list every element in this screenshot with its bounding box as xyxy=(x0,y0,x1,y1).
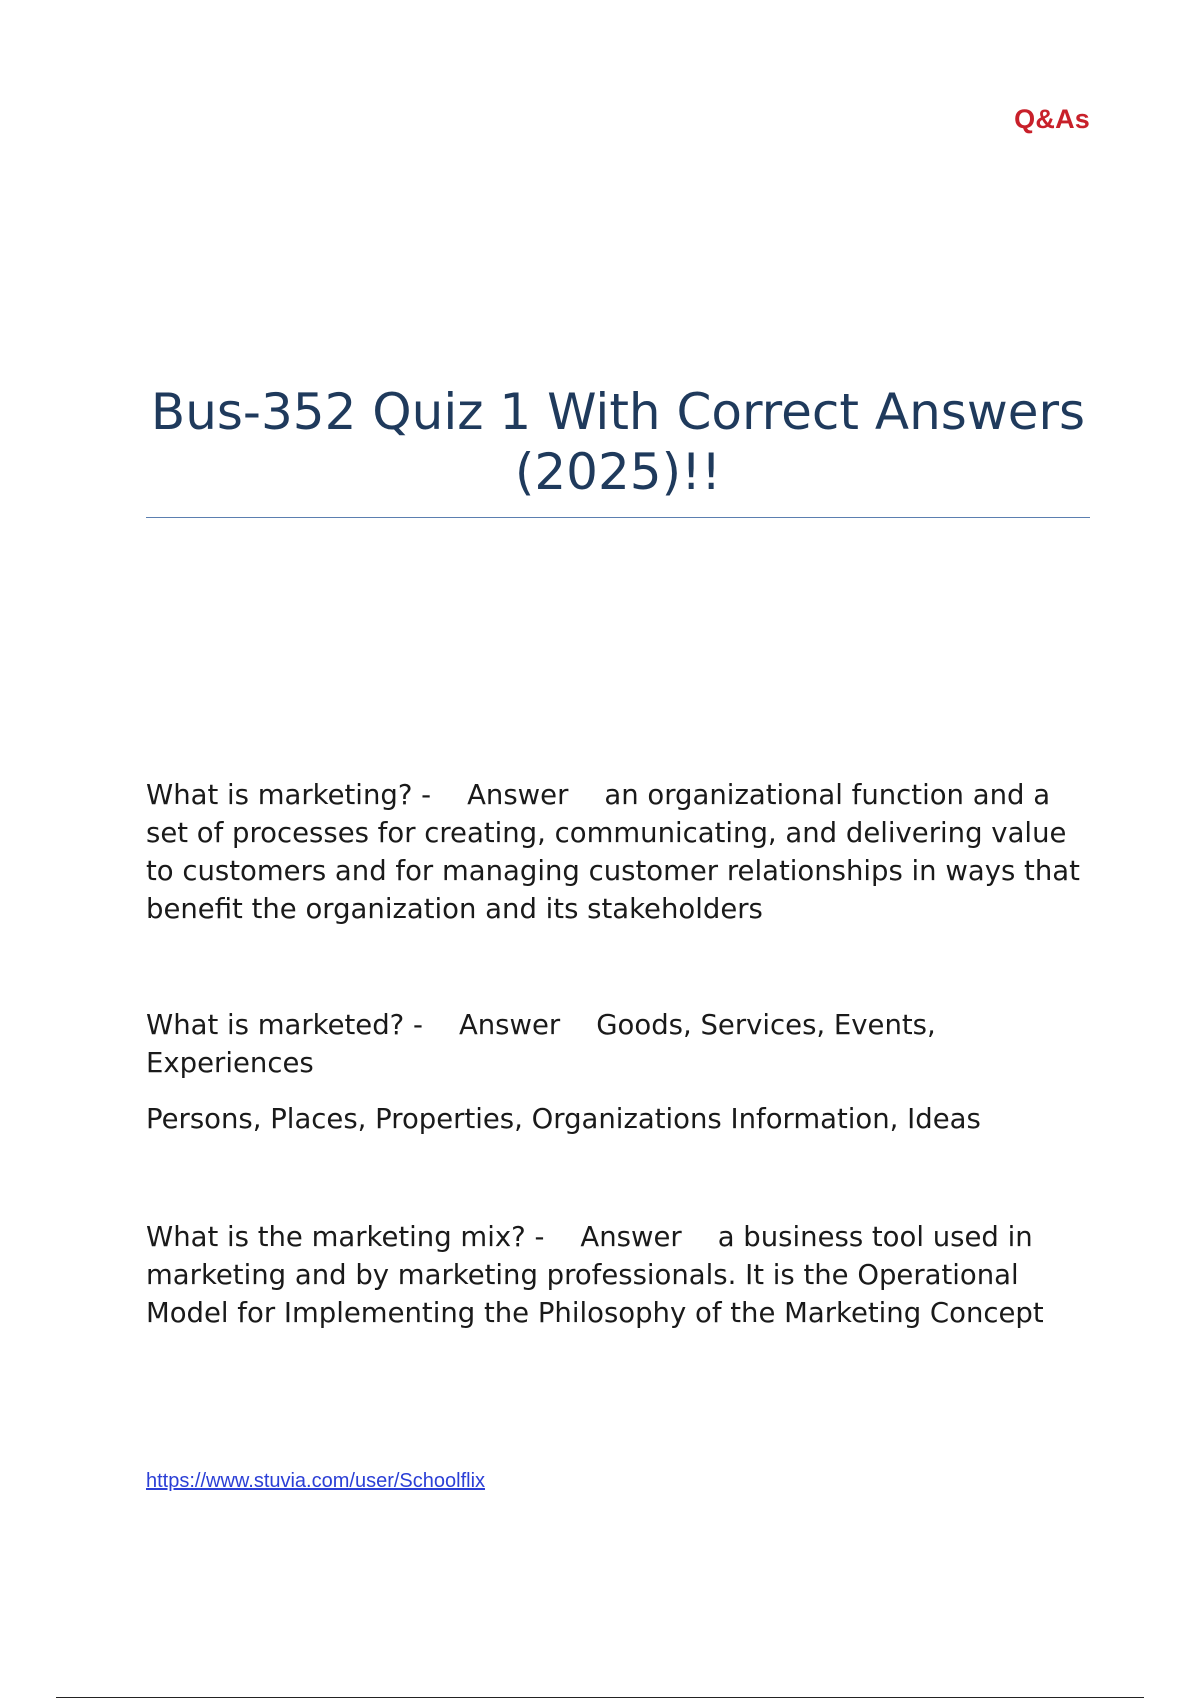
title-block xyxy=(146,382,1090,502)
title-divider xyxy=(146,517,1090,518)
question-text: What is marketing? - xyxy=(146,779,432,811)
source-link[interactable]: https://www.stuvia.com/user/Schoolflix xyxy=(146,1470,486,1492)
answer-text: a business tool used in marketing and by marketing professionals. It is the Operational Model for Implementing the Philosophy of the Marketing Concept xyxy=(146,1221,1044,1329)
question-text: What is marketed? - xyxy=(146,1009,423,1041)
answer-continued-text: Persons, Places, Properties, Organizations Information, Ideas xyxy=(146,1103,981,1135)
footer-divider xyxy=(56,1697,1144,1698)
header-tag: Q&As xyxy=(1014,104,1090,134)
page-title: Bus-352 Quiz 1 With Correct Answers (2025)!! xyxy=(150,383,1086,501)
question-text: What is the marketing mix? - xyxy=(146,1221,545,1253)
qa-item-marketed xyxy=(146,1006,1090,1082)
qa-item-marketing xyxy=(146,776,1090,928)
qa-item-marketing-mix xyxy=(146,1218,1090,1332)
answer-label: Answer xyxy=(467,779,569,811)
answer-text: an organizational function and a set of processes for creating, communicating, and delivering value to customers and for managing customer relationships in ways that benefit the organization and its stakeholders xyxy=(146,779,1080,925)
answer-label: Answer xyxy=(580,1221,682,1253)
answer-label: Answer xyxy=(458,1009,561,1041)
answer-text: Goods, Services, Events, Experiences xyxy=(146,1009,936,1079)
